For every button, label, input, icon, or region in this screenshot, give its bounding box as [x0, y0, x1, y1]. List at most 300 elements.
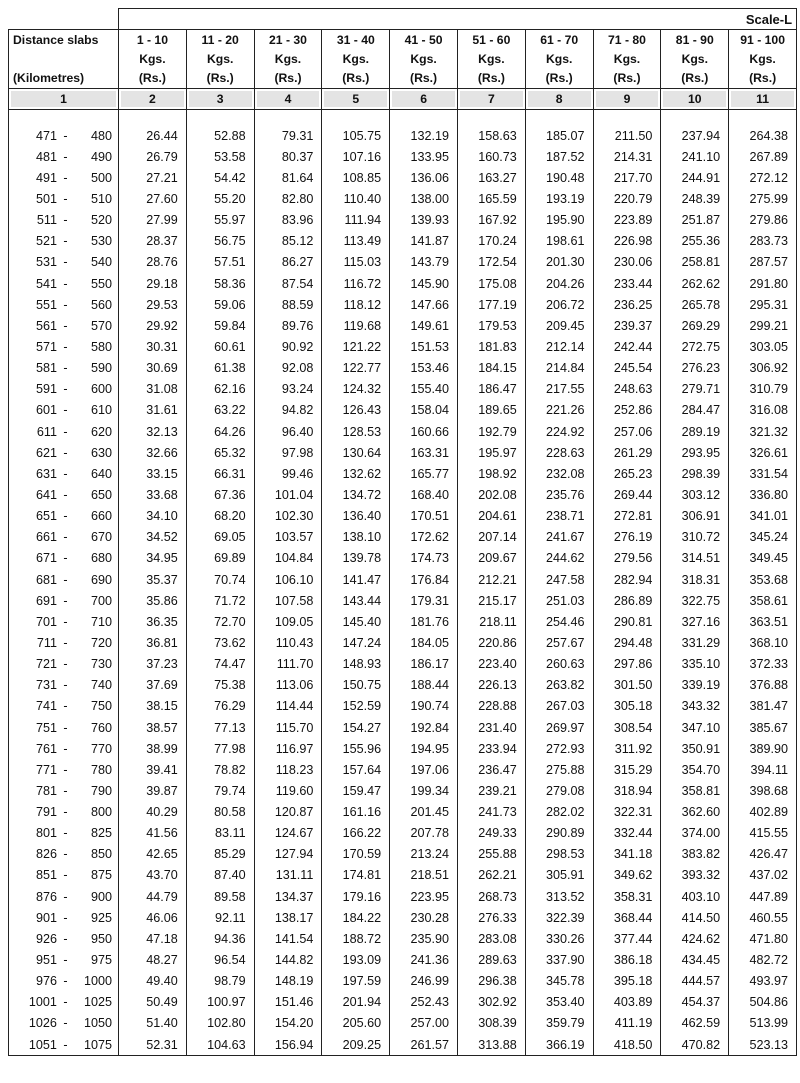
- currency-heading: (Rs.): [593, 69, 661, 89]
- slab-from: 1051: [28, 1037, 57, 1052]
- distance-slabs-heading: Distance slabs: [9, 30, 119, 51]
- rate-cell: 258.81: [661, 252, 729, 273]
- rate-cell: 272.12: [729, 167, 797, 188]
- rate-cell: 218.11: [457, 611, 525, 632]
- rate-cell: 232.08: [525, 463, 593, 484]
- unit-heading: Kgs.: [254, 50, 322, 69]
- distance-slab-cell: [9, 992, 119, 1013]
- distance-slab-cell: [9, 484, 119, 505]
- rate-cell: 224.92: [525, 421, 593, 442]
- rate-cell: 136.06: [390, 167, 458, 188]
- slab-to: 1025: [83, 995, 112, 1010]
- rate-cell: 337.90: [525, 949, 593, 970]
- rate-cell: 128.53: [322, 421, 390, 442]
- slab-to: 610: [90, 403, 112, 418]
- rate-cell: 235.76: [525, 484, 593, 505]
- slab-to: 580: [90, 339, 112, 354]
- rate-cell: 418.50: [593, 1034, 661, 1056]
- rate-cell: 27.21: [119, 167, 187, 188]
- rate-cell: 30.31: [119, 336, 187, 357]
- rate-cell: 188.72: [322, 928, 390, 949]
- rate-cell: 310.72: [661, 527, 729, 548]
- rate-cell: 26.44: [119, 125, 187, 146]
- distance-slab-cell: [9, 1034, 119, 1056]
- rate-cell: 151.46: [254, 992, 322, 1013]
- rate-cell: 206.72: [525, 294, 593, 315]
- rate-cell: 87.40: [186, 865, 254, 886]
- distance-slab-cell: [9, 696, 119, 717]
- rate-cell: 197.59: [322, 971, 390, 992]
- currency-heading: (Rs.): [729, 69, 797, 89]
- rate-cell: 31.61: [119, 400, 187, 421]
- distance-slab-cell: [9, 146, 119, 167]
- table-row: [9, 802, 797, 823]
- slab-separator: -: [63, 191, 68, 206]
- slab-to: 740: [90, 678, 112, 693]
- weight-range-heading: 61 - 70: [525, 30, 593, 51]
- rate-cell: 286.89: [593, 590, 661, 611]
- rate-cell: 279.71: [661, 379, 729, 400]
- slab-to: 1075: [83, 1037, 112, 1052]
- slab-to: 600: [90, 382, 112, 397]
- slab-separator: -: [63, 149, 68, 164]
- distance-slab-cell: [9, 421, 119, 442]
- rate-cell: 39.41: [119, 759, 187, 780]
- rate-cell: 104.63: [186, 1034, 254, 1056]
- slab-to: 975: [90, 953, 112, 968]
- slab-to: 925: [90, 910, 112, 925]
- column-number: 3: [186, 89, 254, 110]
- rate-cell: 279.56: [593, 548, 661, 569]
- distance-slab-cell: [9, 802, 119, 823]
- rate-cell: 272.81: [593, 506, 661, 527]
- rate-cell: 51.40: [119, 1013, 187, 1034]
- slab-from: 501: [35, 191, 57, 206]
- distance-slab-cell: [9, 294, 119, 315]
- rate-cell: 82.80: [254, 188, 322, 209]
- distance-slab-cell: [9, 548, 119, 569]
- slab-to: 590: [90, 361, 112, 376]
- rate-cell: 251.03: [525, 590, 593, 611]
- distance-slab-cell: [9, 928, 119, 949]
- table-row: [9, 400, 797, 421]
- rate-cell: 44.79: [119, 886, 187, 907]
- slab-from: 1001: [28, 995, 57, 1010]
- slab-from: 781: [35, 783, 57, 798]
- slab-to: 660: [90, 509, 112, 524]
- rate-cell: 78.82: [186, 759, 254, 780]
- rate-cell: 69.89: [186, 548, 254, 569]
- slab-separator: -: [63, 276, 68, 291]
- unit-heading: Kgs.: [729, 50, 797, 69]
- rate-cell: 115.03: [322, 252, 390, 273]
- rate-cell: 131.11: [254, 865, 322, 886]
- rate-cell: 218.51: [390, 865, 458, 886]
- rate-cell: 437.02: [729, 865, 797, 886]
- rate-cell: 305.91: [525, 865, 593, 886]
- unit-heading: Kgs.: [525, 50, 593, 69]
- slab-separator: -: [63, 678, 68, 693]
- rate-cell: 322.31: [593, 802, 661, 823]
- rate-cell: 86.27: [254, 252, 322, 273]
- slab-to: 570: [90, 318, 112, 333]
- rate-cell: 29.18: [119, 273, 187, 294]
- slab-to: 1000: [83, 974, 112, 989]
- slab-to: 780: [90, 762, 112, 777]
- slab-separator: -: [63, 826, 68, 841]
- rate-cell: 194.95: [390, 738, 458, 759]
- slab-to: 850: [90, 847, 112, 862]
- rate-cell: 74.47: [186, 654, 254, 675]
- rate-cell: 261.29: [593, 442, 661, 463]
- distance-slab-cell: [9, 125, 119, 146]
- rate-cell: 139.93: [390, 210, 458, 231]
- rate-cell: 247.58: [525, 569, 593, 590]
- rate-cell: 113.49: [322, 231, 390, 252]
- rate-cell: 282.02: [525, 802, 593, 823]
- rate-cell: 49.40: [119, 971, 187, 992]
- table-row: [9, 252, 797, 273]
- slab-to: 790: [90, 783, 112, 798]
- rate-cell: 276.19: [593, 527, 661, 548]
- kilometres-heading: (Kilometres): [9, 69, 119, 89]
- rate-cell: 130.64: [322, 442, 390, 463]
- slab-to: 480: [90, 128, 112, 143]
- rate-cell: 119.68: [322, 315, 390, 336]
- distance-slab-cell: [9, 167, 119, 188]
- table-row: [9, 358, 797, 379]
- rate-cell: 358.31: [593, 886, 661, 907]
- rate-cell: 366.19: [525, 1034, 593, 1056]
- rate-cell: 134.37: [254, 886, 322, 907]
- rate-cell: 444.57: [661, 971, 729, 992]
- currency-heading: (Rs.): [254, 69, 322, 89]
- rate-cell: 189.65: [457, 400, 525, 421]
- column-number: 4: [254, 89, 322, 110]
- table-row: [9, 484, 797, 505]
- slab-from: 701: [35, 614, 57, 629]
- rate-cell: 179.31: [390, 590, 458, 611]
- rate-cell: 223.95: [390, 886, 458, 907]
- column-number: 8: [525, 89, 593, 110]
- slab-from: 541: [35, 276, 57, 291]
- rate-cell: 313.88: [457, 1034, 525, 1056]
- slab-separator: -: [63, 403, 68, 418]
- slab-separator: -: [63, 487, 68, 502]
- unit-heading: Kgs.: [661, 50, 729, 69]
- slab-to: 710: [90, 614, 112, 629]
- slab-from: 711: [36, 635, 57, 650]
- rate-cell: 79.31: [254, 125, 322, 146]
- rate-cell: 204.26: [525, 273, 593, 294]
- slab-from: 731: [35, 678, 57, 693]
- rate-cell: 230.28: [390, 907, 458, 928]
- rate-cell: 68.20: [186, 506, 254, 527]
- rate-cell: 57.51: [186, 252, 254, 273]
- slab-from: 771: [35, 762, 57, 777]
- rate-cell: 147.24: [322, 632, 390, 653]
- table-row: [9, 632, 797, 653]
- rate-cell: 176.84: [390, 569, 458, 590]
- rate-cell: 209.25: [322, 1034, 390, 1056]
- rate-cell: 175.08: [457, 273, 525, 294]
- distance-slab-cell: [9, 907, 119, 928]
- rate-cell: 195.90: [525, 210, 593, 231]
- rate-cell: 306.91: [661, 506, 729, 527]
- rate-cell: 94.36: [186, 928, 254, 949]
- rate-cell: 155.96: [322, 738, 390, 759]
- rate-cell: 33.15: [119, 463, 187, 484]
- rate-cell: 335.10: [661, 654, 729, 675]
- rate-cell: 349.62: [593, 865, 661, 886]
- rate-cell: 296.38: [457, 971, 525, 992]
- slab-separator: -: [63, 445, 68, 460]
- rate-cell: 48.27: [119, 949, 187, 970]
- table-row: [9, 675, 797, 696]
- rate-cell: 155.40: [390, 379, 458, 400]
- rate-cell: 170.51: [390, 506, 458, 527]
- rate-cell: 98.79: [186, 971, 254, 992]
- rate-cell: 110.40: [322, 188, 390, 209]
- slab-from: 511: [36, 213, 57, 228]
- rate-cell: 311.92: [593, 738, 661, 759]
- slab-separator: -: [63, 974, 68, 989]
- table-row: [9, 210, 797, 231]
- rate-cell: 53.58: [186, 146, 254, 167]
- rate-cell: 190.48: [525, 167, 593, 188]
- rate-cell: 374.00: [661, 823, 729, 844]
- slab-separator: -: [63, 339, 68, 354]
- rate-cell: 395.18: [593, 971, 661, 992]
- rate-cell: 152.59: [322, 696, 390, 717]
- table-row: [9, 231, 797, 252]
- header-currency-row: [9, 69, 797, 89]
- table-row: [9, 146, 797, 167]
- rate-cell: 214.84: [525, 358, 593, 379]
- rate-cell: 192.84: [390, 717, 458, 738]
- rate-cell: 188.44: [390, 675, 458, 696]
- rate-cell: 343.32: [661, 696, 729, 717]
- distance-slab-cell: [9, 273, 119, 294]
- slab-from: 561: [35, 318, 57, 333]
- slab-from: 471: [35, 128, 57, 143]
- rate-cell: 289.63: [457, 949, 525, 970]
- rate-cell: 226.98: [593, 231, 661, 252]
- rate-cell: 33.68: [119, 484, 187, 505]
- table-row: [9, 844, 797, 865]
- slab-separator: -: [63, 614, 68, 629]
- rate-cell: 313.52: [525, 886, 593, 907]
- rate-cell: 376.88: [729, 675, 797, 696]
- rate-cell: 64.26: [186, 421, 254, 442]
- rate-cell: 79.74: [186, 780, 254, 801]
- distance-slab-cell: [9, 654, 119, 675]
- rate-cell: 262.62: [661, 273, 729, 294]
- rate-cell: 368.10: [729, 632, 797, 653]
- rate-cell: 187.52: [525, 146, 593, 167]
- slab-separator: -: [63, 657, 68, 672]
- rate-cell: 322.75: [661, 590, 729, 611]
- rate-cell: 265.23: [593, 463, 661, 484]
- rate-cell: 83.11: [186, 823, 254, 844]
- rate-cell: 118.23: [254, 759, 322, 780]
- rate-cell: 87.54: [254, 273, 322, 294]
- rate-cell: 295.31: [729, 294, 797, 315]
- slab-to: 750: [90, 699, 112, 714]
- rate-cell: 308.54: [593, 717, 661, 738]
- rate-cell: 145.90: [390, 273, 458, 294]
- distance-slab-cell: [9, 442, 119, 463]
- rate-cell: 482.72: [729, 949, 797, 970]
- rate-cell: 201.94: [322, 992, 390, 1013]
- rate-cell: 157.64: [322, 759, 390, 780]
- rate-cell: 279.86: [729, 210, 797, 231]
- rate-cell: 159.47: [322, 780, 390, 801]
- rate-cell: 241.10: [661, 146, 729, 167]
- rate-cell: 199.34: [390, 780, 458, 801]
- rate-cell: 35.86: [119, 590, 187, 611]
- slab-from: 591: [35, 382, 57, 397]
- rate-cell: 107.58: [254, 590, 322, 611]
- slab-from: 801: [35, 826, 57, 841]
- rate-cell: 349.45: [729, 548, 797, 569]
- slab-separator: -: [63, 762, 68, 777]
- slab-to: 500: [90, 170, 112, 185]
- rate-cell: 96.40: [254, 421, 322, 442]
- rate-cell: 314.51: [661, 548, 729, 569]
- rate-cell: 67.36: [186, 484, 254, 505]
- slab-from: 851: [35, 868, 57, 883]
- rate-cell: 402.89: [729, 802, 797, 823]
- rate-cell: 287.57: [729, 252, 797, 273]
- rate-cell: 118.12: [322, 294, 390, 315]
- rate-cell: 214.31: [593, 146, 661, 167]
- freight-rate-table: [8, 8, 797, 1056]
- table-row: [9, 273, 797, 294]
- rate-cell: 244.62: [525, 548, 593, 569]
- rate-cell: 31.08: [119, 379, 187, 400]
- rate-cell: 136.40: [322, 506, 390, 527]
- distance-slab-cell: [9, 611, 119, 632]
- rate-cell: 275.88: [525, 759, 593, 780]
- rate-cell: 147.66: [390, 294, 458, 315]
- rate-cell: 174.73: [390, 548, 458, 569]
- rate-cell: 55.97: [186, 210, 254, 231]
- rate-cell: 28.37: [119, 231, 187, 252]
- rate-cell: 354.70: [661, 759, 729, 780]
- table-row: [9, 928, 797, 949]
- rate-cell: 111.70: [254, 654, 322, 675]
- rate-cell: 59.06: [186, 294, 254, 315]
- rate-cell: 174.81: [322, 865, 390, 886]
- rate-cell: 153.46: [390, 358, 458, 379]
- rate-cell: 138.10: [322, 527, 390, 548]
- rate-cell: 167.92: [457, 210, 525, 231]
- rate-cell: 94.82: [254, 400, 322, 421]
- slab-separator: -: [63, 424, 68, 439]
- table-row: [9, 654, 797, 675]
- slab-separator: -: [63, 530, 68, 545]
- rate-cell: 212.21: [457, 569, 525, 590]
- rate-cell: 318.31: [661, 569, 729, 590]
- rate-cell: 156.94: [254, 1034, 322, 1056]
- rate-cell: 331.54: [729, 463, 797, 484]
- rate-cell: 236.47: [457, 759, 525, 780]
- slab-from: 901: [35, 910, 57, 925]
- table-row: [9, 992, 797, 1013]
- table-row: [9, 717, 797, 738]
- rate-cell: 41.56: [119, 823, 187, 844]
- rate-cell: 257.00: [390, 1013, 458, 1034]
- rate-cell: 353.68: [729, 569, 797, 590]
- slab-from: 621: [35, 445, 57, 460]
- rate-cell: 38.15: [119, 696, 187, 717]
- rate-cell: 143.44: [322, 590, 390, 611]
- rate-cell: 55.20: [186, 188, 254, 209]
- slab-to: 670: [90, 530, 112, 545]
- slab-to: 520: [90, 213, 112, 228]
- distance-slab-cell: [9, 231, 119, 252]
- rate-cell: 298.53: [525, 844, 593, 865]
- rate-cell: 385.67: [729, 717, 797, 738]
- slab-to: 875: [90, 868, 112, 883]
- table-row: [9, 759, 797, 780]
- table-row: [9, 336, 797, 357]
- rate-cell: 291.80: [729, 273, 797, 294]
- rate-cell: 201.45: [390, 802, 458, 823]
- slab-separator: -: [63, 699, 68, 714]
- distance-slab-cell: [9, 780, 119, 801]
- slab-separator: -: [63, 234, 68, 249]
- rate-cell: 411.19: [593, 1013, 661, 1034]
- rate-cell: 73.62: [186, 632, 254, 653]
- column-number: 11: [729, 89, 797, 110]
- currency-heading: (Rs.): [119, 69, 187, 89]
- rate-cell: 195.97: [457, 442, 525, 463]
- rate-cell: 241.36: [390, 949, 458, 970]
- rate-cell: 290.81: [593, 611, 661, 632]
- rate-cell: 226.13: [457, 675, 525, 696]
- slab-separator: -: [63, 593, 68, 608]
- slab-to: 680: [90, 551, 112, 566]
- rate-cell: 43.70: [119, 865, 187, 886]
- rate-cell: 244.91: [661, 167, 729, 188]
- rate-cell: 279.08: [525, 780, 593, 801]
- header-unit-row: [9, 50, 797, 69]
- rate-cell: 331.29: [661, 632, 729, 653]
- rate-cell: 322.39: [525, 907, 593, 928]
- rate-cell: 318.94: [593, 780, 661, 801]
- slab-separator: -: [63, 995, 68, 1010]
- rate-cell: 269.29: [661, 315, 729, 336]
- rate-cell: 345.24: [729, 527, 797, 548]
- distance-slab-cell: [9, 823, 119, 844]
- rate-cell: 101.04: [254, 484, 322, 505]
- slab-separator: -: [63, 953, 68, 968]
- rate-cell: 207.78: [390, 823, 458, 844]
- distance-slab-cell: [9, 210, 119, 231]
- rate-cell: 111.94: [322, 210, 390, 231]
- slab-to: 550: [90, 276, 112, 291]
- slab-separator: -: [63, 382, 68, 397]
- slab-from: 681: [35, 572, 57, 587]
- rate-cell: 132.19: [390, 125, 458, 146]
- slab-from: 671: [35, 551, 57, 566]
- rate-cell: 116.72: [322, 273, 390, 294]
- rate-cell: 326.61: [729, 442, 797, 463]
- slab-from: 611: [36, 424, 57, 439]
- rate-cell: 209.45: [525, 315, 593, 336]
